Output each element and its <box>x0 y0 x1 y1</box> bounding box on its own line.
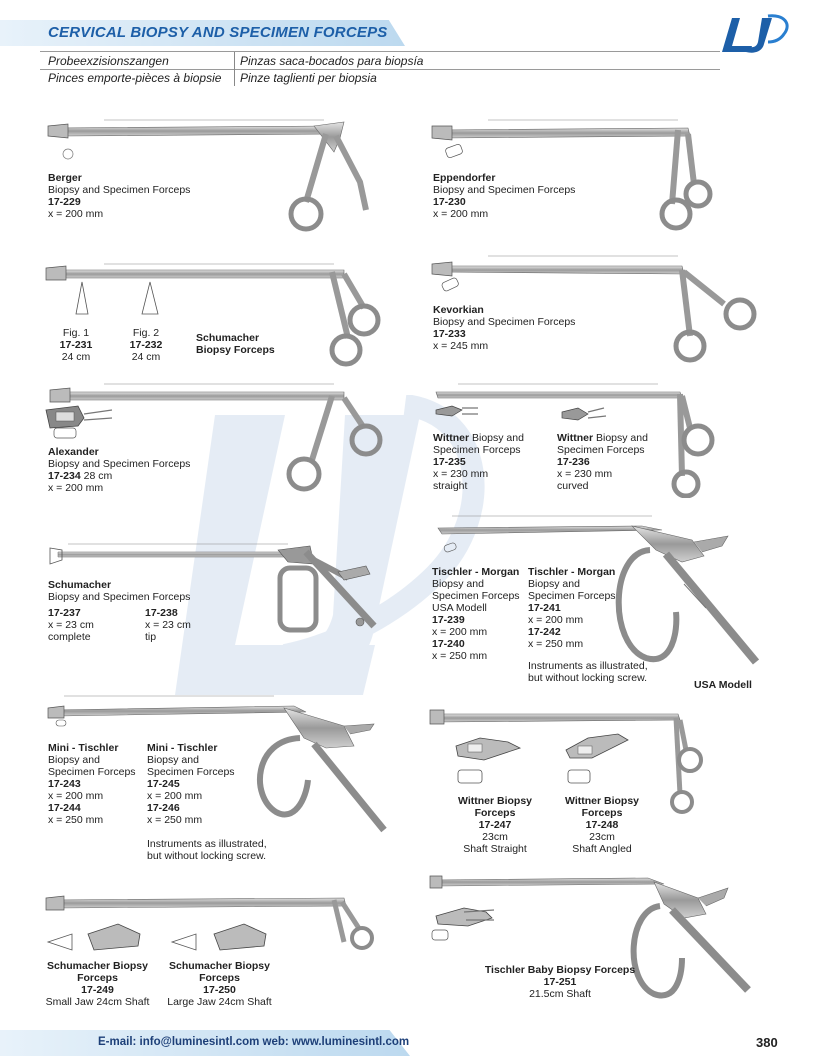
mini-tischler-a-label <box>48 742 136 826</box>
tischler-morgan-b-code2: 17-242 <box>528 626 561 638</box>
usa-modell-label <box>694 679 752 691</box>
wittner-b-rest2: Specimen Forceps <box>557 444 645 456</box>
wittner-b-rest1: Biopsy and <box>593 432 648 444</box>
fig2-code: 17-232 <box>129 339 163 351</box>
mini-tischler-note1: Instruments as illustrated, <box>147 838 267 850</box>
header-rule-top <box>40 51 720 52</box>
alexander-name: Alexander <box>48 446 99 458</box>
wittner-b-name: Wittner <box>557 432 594 444</box>
wittner2-b-name2: Forceps <box>581 807 623 819</box>
berger-label <box>48 172 190 220</box>
fig2-label: Fig. 2 <box>132 327 160 339</box>
schumacher-fig1-label <box>56 327 96 363</box>
schumacher2-a-size: x = 23 cm <box>48 619 94 631</box>
tischler-morgan-a-size2: x = 250 mm <box>432 650 488 662</box>
wittner2-b-size: 23cm <box>589 831 615 843</box>
wittner2-b-name1: Wittner Biopsy <box>565 795 639 807</box>
alexander-size: x = 200 mm <box>48 482 104 494</box>
fig2-size: 24 cm <box>131 351 161 363</box>
tischler-morgan-a-desc3: USA Modell <box>432 602 487 614</box>
schumacher2-b-code: 17-238 <box>145 607 178 619</box>
mini-tischler-b-label <box>147 742 235 826</box>
eppendorfer-size: x = 200 mm <box>433 208 489 220</box>
page-title: CERVICAL BIOPSY AND SPECIMEN FORCEPS <box>48 24 388 41</box>
mini-tischler-note <box>147 838 267 862</box>
eppendorfer-code: 17-230 <box>433 196 466 208</box>
kevorkian-desc: Biopsy and Specimen Forceps <box>433 316 576 328</box>
subtitle-es: Pinzas saca-bocados para biopsía <box>240 54 424 68</box>
berger-code: 17-229 <box>48 196 81 208</box>
tischler-morgan-a-code2: 17-240 <box>432 638 465 650</box>
wittner-a-note: straight <box>433 480 468 492</box>
tischler-baby-code: 17-251 <box>543 976 577 988</box>
subtitle-de: Probeexzisionszangen <box>48 54 169 68</box>
schumacher3-a-label <box>40 960 155 1008</box>
wittner-b-size: x = 230 mm <box>557 468 613 480</box>
berger-name: Berger <box>48 172 82 184</box>
schumacher-title2: Biopsy Forceps <box>196 344 275 356</box>
tischler-morgan-b-desc1: Biopsy and <box>528 578 580 590</box>
wittner-b-code: 17-236 <box>557 456 590 468</box>
schumacher2-b-size: x = 23 cm <box>145 619 191 631</box>
mini-tischler-a-name: Mini - Tischler <box>48 742 119 754</box>
tischler-baby-name: Tischler Baby Biopsy Forceps <box>484 964 636 976</box>
schumacher3-a-code: 17-249 <box>81 984 114 996</box>
tischler-morgan-b-size1: x = 200 mm <box>528 614 584 626</box>
wittner-b-note: curved <box>557 480 589 492</box>
kevorkian-label <box>433 304 575 352</box>
footer-contact[interactable]: E-mail: info@luminesintl.com web: www.luminesintl.com <box>98 1036 410 1048</box>
schumacher3-b-name2: Forceps <box>199 972 240 984</box>
schumacher3-a-name1: Schumacher Biopsy <box>47 960 148 972</box>
fig1-size: 24 cm <box>61 351 91 363</box>
wittner-a-code: 17-235 <box>433 456 466 468</box>
wittner2-a-name1: Wittner Biopsy <box>458 795 532 807</box>
wittner2-a-code: 17-247 <box>478 819 512 831</box>
alexander-code: 17-234 <box>48 470 81 482</box>
tischler-baby-size: 21.5cm Shaft <box>529 988 591 1000</box>
wittner2-a-name2: Forceps <box>474 807 516 819</box>
mini-tischler-a-size2: x = 250 mm <box>48 814 104 826</box>
schumacher2-b-note: tip <box>145 631 157 643</box>
mini-tischler-a-code2: 17-244 <box>48 802 81 814</box>
wittner2-a-label <box>440 795 550 855</box>
wittner2-a-size: 23cm <box>482 831 508 843</box>
alexander-code-size: 28 cm <box>83 470 113 482</box>
mini-tischler-a-code1: 17-243 <box>48 778 81 790</box>
tischler-morgan-b-size2: x = 250 mm <box>528 638 584 650</box>
schumacher-fig2-label <box>126 327 166 363</box>
mini-tischler-note2: but without locking screw. <box>147 850 267 862</box>
schumacher2-a-label <box>48 607 94 643</box>
wittner-a-label <box>433 432 524 492</box>
mini-tischler-b-desc2: Specimen Forceps <box>147 766 235 778</box>
wittner-a-name: Wittner <box>433 432 470 444</box>
tischler-morgan-a-label <box>432 566 520 662</box>
alexander-label <box>48 446 190 494</box>
wittner2-b-label <box>547 795 657 855</box>
mini-tischler-a-desc2: Specimen Forceps <box>48 766 136 778</box>
mini-tischler-a-desc1: Biopsy and <box>48 754 100 766</box>
wittner-a-rest2: Specimen Forceps <box>433 444 521 456</box>
tischler-morgan-a-code1: 17-239 <box>432 614 465 626</box>
schumacher-biopsy-title <box>196 332 275 356</box>
eppendorfer-name: Eppendorfer <box>433 172 496 184</box>
schumacher3-a-name2: Forceps <box>77 972 118 984</box>
alexander-desc: Biopsy and Specimen Forceps <box>48 458 191 470</box>
schumacher3-b-label <box>162 960 277 1008</box>
tischler-morgan-a-size1: x = 200 mm <box>432 626 488 638</box>
header-divider <box>234 52 235 86</box>
berger-size: x = 200 mm <box>48 208 104 220</box>
wittner-a-rest1: Biopsy and <box>469 432 524 444</box>
wittner2-b-code: 17-248 <box>585 819 619 831</box>
mini-tischler-b-size2: x = 250 mm <box>147 814 203 826</box>
tischler-morgan-note <box>528 660 648 684</box>
header-rule-middle <box>40 69 720 70</box>
schumacher3-b-code: 17-250 <box>203 984 236 996</box>
lj-logo-icon <box>718 12 794 56</box>
usa-modell-text: USA Modell <box>694 679 752 691</box>
subtitle-fr: Pinces emporte-pièces à biopsie <box>48 71 222 85</box>
tischler-morgan-b-name: Tischler - Morgan <box>528 566 616 578</box>
schumacher3-b-desc: Large Jaw 24cm Shaft <box>167 996 272 1008</box>
mini-tischler-b-code2: 17-246 <box>147 802 180 814</box>
schumacher2-a-code: 17-237 <box>48 607 81 619</box>
subtitle-it: Pinze taglienti per biopsia <box>240 71 377 85</box>
schumacher3-b-name1: Schumacher Biopsy <box>169 960 270 972</box>
mini-tischler-a-size1: x = 200 mm <box>48 790 104 802</box>
mini-tischler-b-name: Mini - Tischler <box>147 742 218 754</box>
eppendorfer-desc: Biopsy and Specimen Forceps <box>433 184 576 196</box>
tischler-baby-label <box>480 964 640 1000</box>
schumacher2-b-label <box>145 607 191 643</box>
fig1-label: Fig. 1 <box>62 327 90 339</box>
schumacher2-desc: Biopsy and Specimen Forceps <box>48 591 191 603</box>
berger-desc: Biopsy and Specimen Forceps <box>48 184 191 196</box>
wittner2-a-desc: Shaft Straight <box>463 843 527 855</box>
schumacher2-a-note: complete <box>48 631 91 643</box>
tischler-morgan-a-desc2: Specimen Forceps <box>432 590 520 602</box>
tischler-morgan-a-name: Tischler - Morgan <box>432 566 520 578</box>
schumacher-title1: Schumacher <box>196 332 260 344</box>
kevorkian-name: Kevorkian <box>433 304 484 316</box>
mini-tischler-b-size1: x = 200 mm <box>147 790 203 802</box>
fig1-code: 17-231 <box>59 339 93 351</box>
wittner-a-size: x = 230 mm <box>433 468 489 480</box>
schumacher3-a-desc: Small Jaw 24cm Shaft <box>45 996 150 1008</box>
schumacher2-label <box>48 579 190 603</box>
wittner-b-label <box>557 432 648 492</box>
mini-tischler-b-code1: 17-245 <box>147 778 180 790</box>
tischler-morgan-b-desc2: Specimen Forceps <box>528 590 616 602</box>
kevorkian-code: 17-233 <box>433 328 466 340</box>
page-number: 380 <box>756 1035 778 1050</box>
eppendorfer-label <box>433 172 575 220</box>
tischler-morgan-note1: Instruments as illustrated, <box>528 660 648 672</box>
tischler-morgan-b-label <box>528 566 616 650</box>
kevorkian-size: x = 245 mm <box>433 340 489 352</box>
wittner2-b-desc: Shaft Angled <box>572 843 632 855</box>
tischler-morgan-note2: but without locking screw. <box>528 672 648 684</box>
tischler-morgan-a-desc1: Biopsy and <box>432 578 484 590</box>
mini-tischler-b-desc1: Biopsy and <box>147 754 199 766</box>
tischler-morgan-b-code1: 17-241 <box>528 602 561 614</box>
schumacher-jaw-forceps-image <box>44 890 384 960</box>
schumacher2-name: Schumacher <box>48 579 112 591</box>
